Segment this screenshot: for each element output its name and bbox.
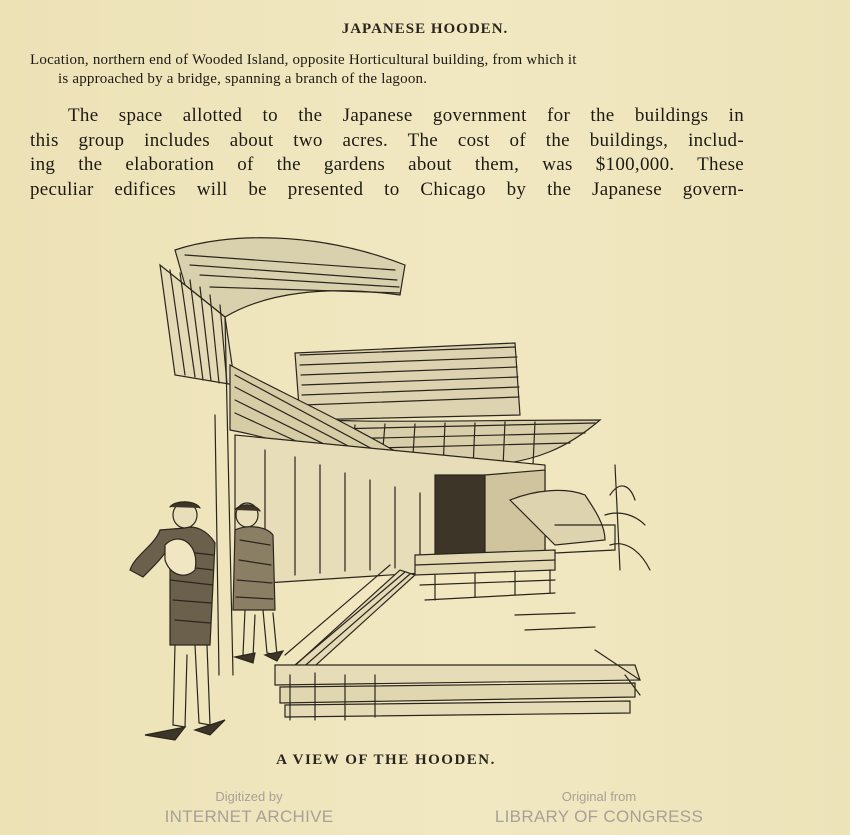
hooden-illustration <box>115 225 665 745</box>
paragraph-line: this group includes about two acres. The cost of the buildings, includ- <box>30 129 744 151</box>
watermark-right-big: LIBRARY OF CONGRESS <box>494 807 704 826</box>
illustration-caption: A VIEW OF THE HOODEN. <box>276 752 496 768</box>
watermark-left-small: Digitized by <box>215 789 283 804</box>
location-line-1: Location, northern end of Wooded Island, opposite Horticultural building, from which it <box>30 52 577 68</box>
figure-left <box>130 502 225 740</box>
paragraph-line: peculiar edifices will be presented to Chicago by the Japanese govern- <box>30 178 744 200</box>
paragraph-line: The space allotted to the Japanese government for the buildings in <box>68 105 744 126</box>
watermark-right-small: Original from <box>561 789 637 804</box>
watermark-library-of-congress <box>469 788 729 828</box>
paragraph-line: ing the elaboration of the gardens about them, was $100,000. These <box>30 154 744 175</box>
location-line-2: is approached by a bridge, spanning a branch of the lagoon. <box>58 71 428 87</box>
watermark-internet-archive <box>119 788 379 828</box>
location-note <box>30 51 750 89</box>
watermark-left-big: INTERNET ARCHIVE <box>164 807 334 826</box>
body-paragraph <box>30 104 744 202</box>
page-heading: JAPANESE HOODEN. <box>341 21 509 37</box>
bridge-steps <box>275 565 640 720</box>
